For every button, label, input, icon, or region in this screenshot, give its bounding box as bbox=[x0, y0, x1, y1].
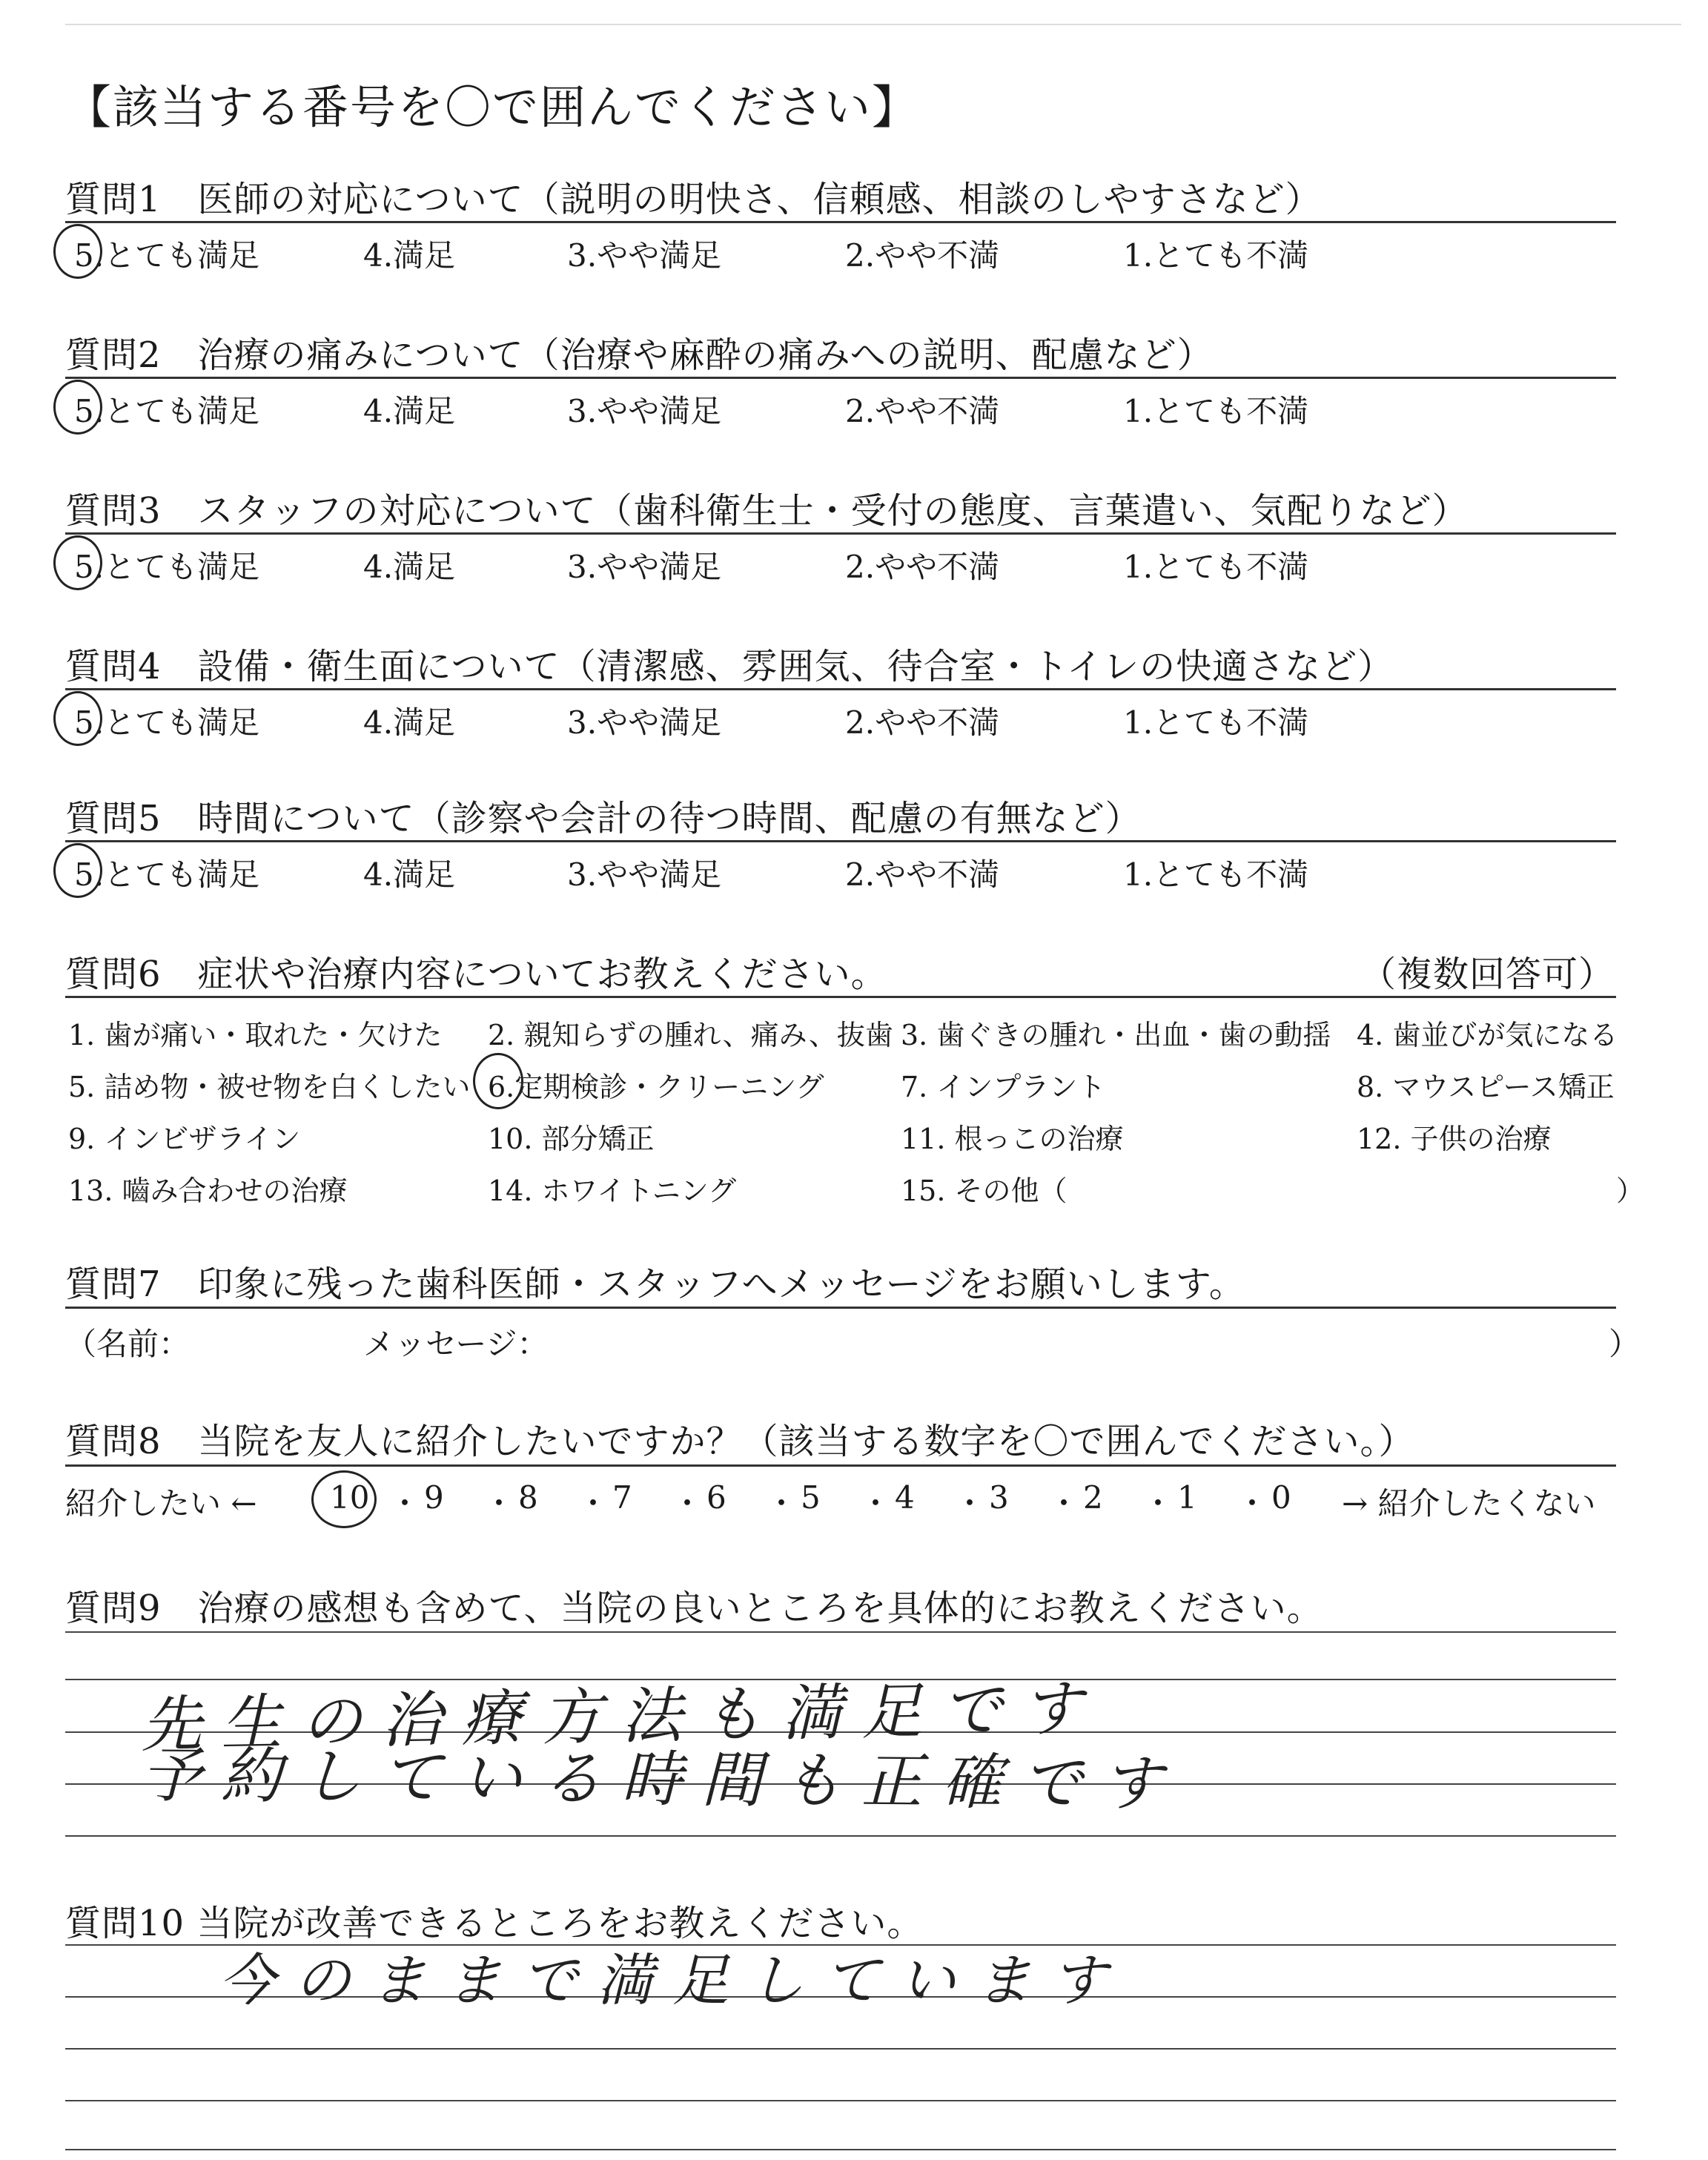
q2-option-1[interactable]: 1.とても不満 bbox=[1123, 393, 1309, 429]
q10-line-3 bbox=[65, 2048, 1616, 2050]
q8-scale-3[interactable]: 3 bbox=[989, 1479, 1009, 1516]
q8-selection-circle bbox=[311, 1470, 377, 1528]
q5-option-1[interactable]: 1.とても不満 bbox=[1123, 856, 1309, 893]
q2-option-2[interactable]: 2.やや不満 bbox=[845, 393, 1000, 429]
q6-option-3[interactable]: 3. 歯ぐきの腫れ・出血・歯の動揺 bbox=[901, 1019, 1331, 1051]
q4-option-2[interactable]: 2.やや不満 bbox=[845, 704, 1000, 741]
q8-scale-separator: ・ bbox=[1237, 1485, 1268, 1522]
q10-line-5 bbox=[65, 2149, 1616, 2150]
q6-selection-circle bbox=[473, 1053, 523, 1109]
q6-option-14[interactable]: 14. ホワイトニング bbox=[488, 1175, 737, 1207]
q2-option-3[interactable]: 3.やや満足 bbox=[567, 393, 722, 429]
q8-scale-separator: ・ bbox=[1142, 1485, 1174, 1522]
q6-option-7[interactable]: 7. インプラント bbox=[901, 1071, 1106, 1103]
q4-rule bbox=[65, 688, 1616, 690]
q2-option-4[interactable]: 4.満足 bbox=[363, 393, 456, 429]
q9-line-5 bbox=[65, 1835, 1616, 1837]
q6-option-13[interactable]: 13. 嚙み合わせの治療 bbox=[68, 1175, 348, 1207]
q9-answer-line-2: 予約している時間も正確です bbox=[140, 1740, 1182, 1820]
q8-scale-7[interactable]: 7 bbox=[612, 1479, 632, 1516]
q8-scale-separator: ・ bbox=[766, 1485, 798, 1522]
q8-scale-0[interactable]: 0 bbox=[1271, 1479, 1291, 1516]
q4-option-1[interactable]: 1.とても不満 bbox=[1123, 704, 1309, 741]
q8-scale-separator: ・ bbox=[389, 1485, 421, 1522]
q8-right-label: → 紹介したくない bbox=[1342, 1485, 1596, 1522]
q1-selection-circle bbox=[53, 224, 102, 279]
page-title: 【該当する番号を〇で囲んでください】 bbox=[65, 80, 920, 134]
q4-option-3[interactable]: 3.やや満足 bbox=[567, 704, 722, 741]
q10-answer-line-1: 今のままで満足しています bbox=[219, 1947, 1126, 2013]
q3-option-4[interactable]: 4.満足 bbox=[363, 549, 456, 585]
q6-title: 質問6 症状や治療内容についてお教えください。 bbox=[65, 954, 887, 995]
q4-option-4[interactable]: 4.満足 bbox=[363, 704, 456, 741]
q9-title: 質問9 治療の感想も含めて、当院の良いところを具体的にお教えください。 bbox=[65, 1588, 1323, 1629]
q5-title: 質問5 時間について（診察や会計の待つ時間、配慮の有無など） bbox=[65, 798, 1142, 839]
q5-option-4[interactable]: 4.満足 bbox=[363, 856, 456, 893]
q1-rule bbox=[65, 221, 1616, 223]
q7-message-label: メッセージ： bbox=[363, 1326, 549, 1362]
q6-option-5[interactable]: 5. 詰め物・被せ物を白くしたい bbox=[68, 1071, 471, 1103]
q1-option-1[interactable]: 1.とても不満 bbox=[1123, 237, 1309, 274]
q2-option-5[interactable]: 5.とても満足 bbox=[74, 393, 260, 429]
q2-title: 質問2 治療の痛みについて（治療や麻酔の痛みへの説明、配慮など） bbox=[65, 334, 1214, 376]
q3-title: 質問3 スタッフの対応について（歯科衛生士・受付の態度、言葉遣い、気配りなど） bbox=[65, 490, 1469, 532]
q8-scale-separator: ・ bbox=[860, 1485, 892, 1522]
q6-option-12[interactable]: 12. 子供の治療 bbox=[1357, 1123, 1552, 1155]
q3-selection-circle bbox=[53, 535, 102, 590]
q8-scale-separator: ・ bbox=[954, 1485, 986, 1522]
q8-scale-10[interactable]: 10 bbox=[330, 1479, 370, 1516]
q1-option-4[interactable]: 4.満足 bbox=[363, 237, 456, 274]
q5-option-5[interactable]: 5.とても満足 bbox=[74, 856, 260, 893]
q4-title: 質問4 設備・衛生面について（清潔感、雰囲気、待合室・トイレの快適さなど） bbox=[65, 646, 1394, 687]
q3-rule bbox=[65, 532, 1616, 535]
q9-answer-line-1: 先生の治療方法も満足です bbox=[140, 1673, 1102, 1761]
q5-option-3[interactable]: 3.やや満足 bbox=[567, 856, 722, 893]
q4-option-5[interactable]: 5.とても満足 bbox=[74, 704, 260, 741]
q2-rule bbox=[65, 377, 1616, 379]
q2-selection-circle bbox=[53, 380, 102, 435]
q6-option-6[interactable]: 6.定期検診・クリーニング bbox=[488, 1071, 824, 1103]
q6-note: （複数回答可） bbox=[1360, 954, 1615, 995]
q6-option-1[interactable]: 1. 歯が痛い・取れた・欠けた bbox=[68, 1019, 443, 1051]
q6-option-16: ） bbox=[1616, 1175, 1645, 1207]
q8-scale-9[interactable]: 9 bbox=[424, 1479, 444, 1516]
q7-rule bbox=[65, 1307, 1616, 1309]
q6-option-2[interactable]: 2. 親知らずの腫れ、痛み、抜歯 bbox=[488, 1019, 893, 1051]
q8-scale-1[interactable]: 1 bbox=[1177, 1479, 1197, 1516]
q5-option-2[interactable]: 2.やや不満 bbox=[845, 856, 1000, 893]
q3-option-3[interactable]: 3.やや満足 bbox=[567, 549, 722, 585]
q5-rule bbox=[65, 840, 1616, 842]
q1-option-3[interactable]: 3.やや満足 bbox=[567, 237, 722, 274]
q6-option-9[interactable]: 9. インビザライン bbox=[68, 1123, 301, 1155]
q8-title: 質問8 当院を友人に紹介したいですか？（該当する数字を〇で囲んでください。） bbox=[65, 1421, 1415, 1462]
q3-option-2[interactable]: 2.やや不満 bbox=[845, 549, 1000, 585]
q10-title: 質問10 当院が改善できるところをお教えください。 bbox=[65, 1903, 924, 1944]
q7-title: 質問7 印象に残った歯科医師・スタッフへメッセージをお願いします。 bbox=[65, 1264, 1245, 1305]
q8-scale-separator: ・ bbox=[483, 1485, 515, 1522]
q6-option-15[interactable]: 15. その他（ bbox=[901, 1175, 1068, 1207]
q8-scale-separator: ・ bbox=[1048, 1485, 1080, 1522]
q8-scale-4[interactable]: 4 bbox=[895, 1479, 915, 1516]
q8-scale-separator: ・ bbox=[672, 1485, 704, 1522]
q6-option-11[interactable]: 11. 根っこの治療 bbox=[901, 1123, 1124, 1155]
q3-option-5[interactable]: 5.とても満足 bbox=[74, 549, 260, 585]
q6-option-10[interactable]: 10. 部分矯正 bbox=[488, 1123, 655, 1155]
q5-selection-circle bbox=[53, 843, 102, 898]
q8-scale-separator: ・ bbox=[577, 1485, 609, 1522]
q10-line-4 bbox=[65, 2100, 1616, 2101]
q8-rule bbox=[65, 1464, 1616, 1467]
q6-option-8[interactable]: 8. マウスピース矯正 bbox=[1357, 1071, 1615, 1103]
q6-option-4[interactable]: 4. 歯並びが気になる bbox=[1357, 1019, 1618, 1051]
q7-name-label: （名前： bbox=[65, 1326, 191, 1362]
q4-selection-circle bbox=[53, 691, 102, 746]
q8-scale-2[interactable]: 2 bbox=[1083, 1479, 1103, 1516]
q9-line-1 bbox=[65, 1631, 1616, 1633]
q8-scale-5[interactable]: 5 bbox=[801, 1479, 821, 1516]
q1-option-2[interactable]: 2.やや不満 bbox=[845, 237, 1000, 274]
q8-scale-6[interactable]: 6 bbox=[706, 1479, 726, 1516]
q7-close-paren: ） bbox=[1609, 1326, 1641, 1362]
q6-rule bbox=[65, 996, 1616, 998]
q1-option-5[interactable]: 5.とても満足 bbox=[74, 237, 260, 274]
q8-scale-8[interactable]: 8 bbox=[518, 1479, 538, 1516]
page-top-edge bbox=[65, 24, 1681, 25]
q1-title: 質問1 医師の対応について（説明の明快さ、信頼感、相談のしやすさなど） bbox=[65, 179, 1322, 220]
q8-left-label: 紹介したい ← bbox=[65, 1485, 257, 1522]
q3-option-1[interactable]: 1.とても不満 bbox=[1123, 549, 1309, 585]
